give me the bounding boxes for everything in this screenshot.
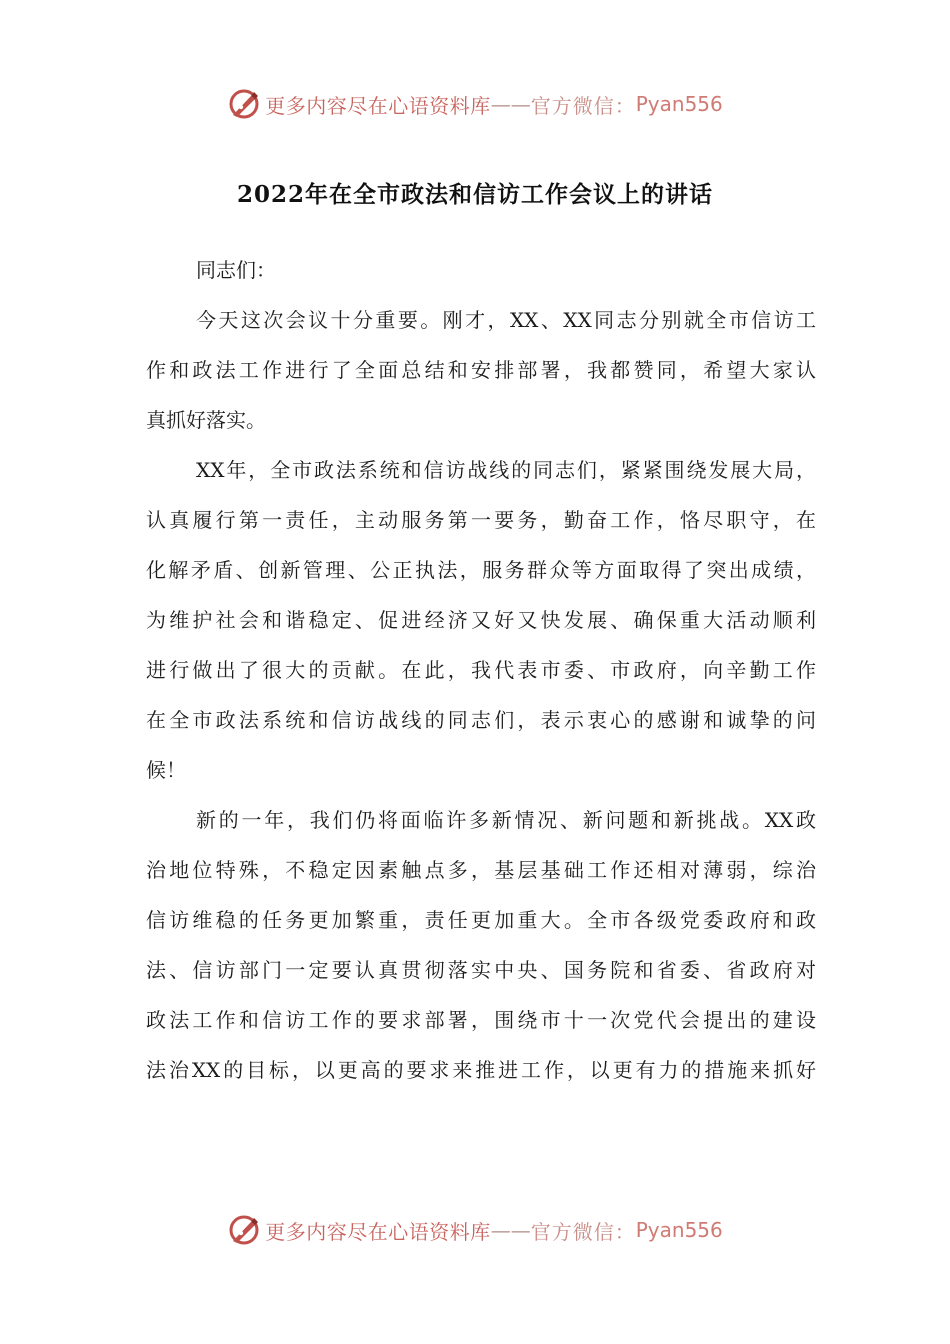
pen-logo-icon xyxy=(227,87,261,121)
paragraph-line: 同志们： xyxy=(196,258,276,282)
watermark-wechat-id: Pyan556 xyxy=(635,1218,723,1242)
watermark-dash: —— xyxy=(490,1218,531,1242)
paragraph-line: 化解矛盾、创新管理、公正执法，服务群众等方面取得了突出成绩， xyxy=(146,558,816,582)
paragraph-line: 法、信访部门一定要认真贯彻落实中央、国务院和省委、省政府对 xyxy=(146,958,816,982)
paragraph-line: 法治XX的目标，以更高的要求来推进工作，以更有力的措施来抓好 xyxy=(146,1058,816,1082)
paragraph-line: 作和政法工作进行了全面总结和安排部署，我都赞同，希望大家认 xyxy=(146,358,816,382)
paragraph-line: 认真履行第一责任，主动服务第一要务，勤奋工作，恪尽职守，在 xyxy=(146,508,816,532)
watermark-site-text: 更多内容尽在心语资料库 xyxy=(265,93,491,118)
watermark-wechat-label: 官方微信： xyxy=(530,1219,636,1244)
paragraph-line: 今天这次会议十分重要。刚才，XX、XX同志分别就全市信访工 xyxy=(196,308,816,332)
paragraph-line: 为维护社会和谐稳定、促进经济又好又快发展、确保重大活动顺利 xyxy=(146,608,816,632)
paragraph-line: 进行做出了很大的贡献。在此，我代表市委、市政府，向辛勤工作 xyxy=(146,658,816,682)
watermark-site-text: 更多内容尽在心语资料库 xyxy=(265,1219,491,1244)
pen-logo-icon xyxy=(227,1213,261,1247)
footer-watermark xyxy=(0,1210,950,1250)
paragraph-line: 治地位特殊，不稳定因素触点多，基层基础工作还相对薄弱，综治 xyxy=(146,858,816,882)
watermark-wechat-label: 官方微信： xyxy=(530,93,636,118)
paragraph-line: XX年，全市政法系统和信访战线的同志们，紧紧围绕发展大局， xyxy=(196,458,816,482)
paragraph-line: 政法工作和信访工作的要求部署，围绕市十一次党代会提出的建设 xyxy=(146,1008,816,1032)
watermark-dash: —— xyxy=(490,92,531,116)
document-title: 2022年在全市政法和信访工作会议上的讲话 xyxy=(236,181,713,208)
paragraph-line: 在全市政法系统和信访战线的同志们，表示衷心的感谢和诚挚的问 xyxy=(146,708,816,732)
paragraph-line: 真抓好落实。 xyxy=(146,408,266,432)
paragraph-line: 候！ xyxy=(146,758,186,782)
document-body xyxy=(146,252,816,1102)
header-watermark xyxy=(0,84,950,124)
paragraph-line: 新的一年，我们仍将面临许多新情况、新问题和新挑战。XX政 xyxy=(196,808,816,832)
watermark-wechat-id: Pyan556 xyxy=(635,92,723,116)
paragraph-line: 信访维稳的任务更加繁重，责任更加重大。全市各级党委政府和政 xyxy=(146,908,816,932)
